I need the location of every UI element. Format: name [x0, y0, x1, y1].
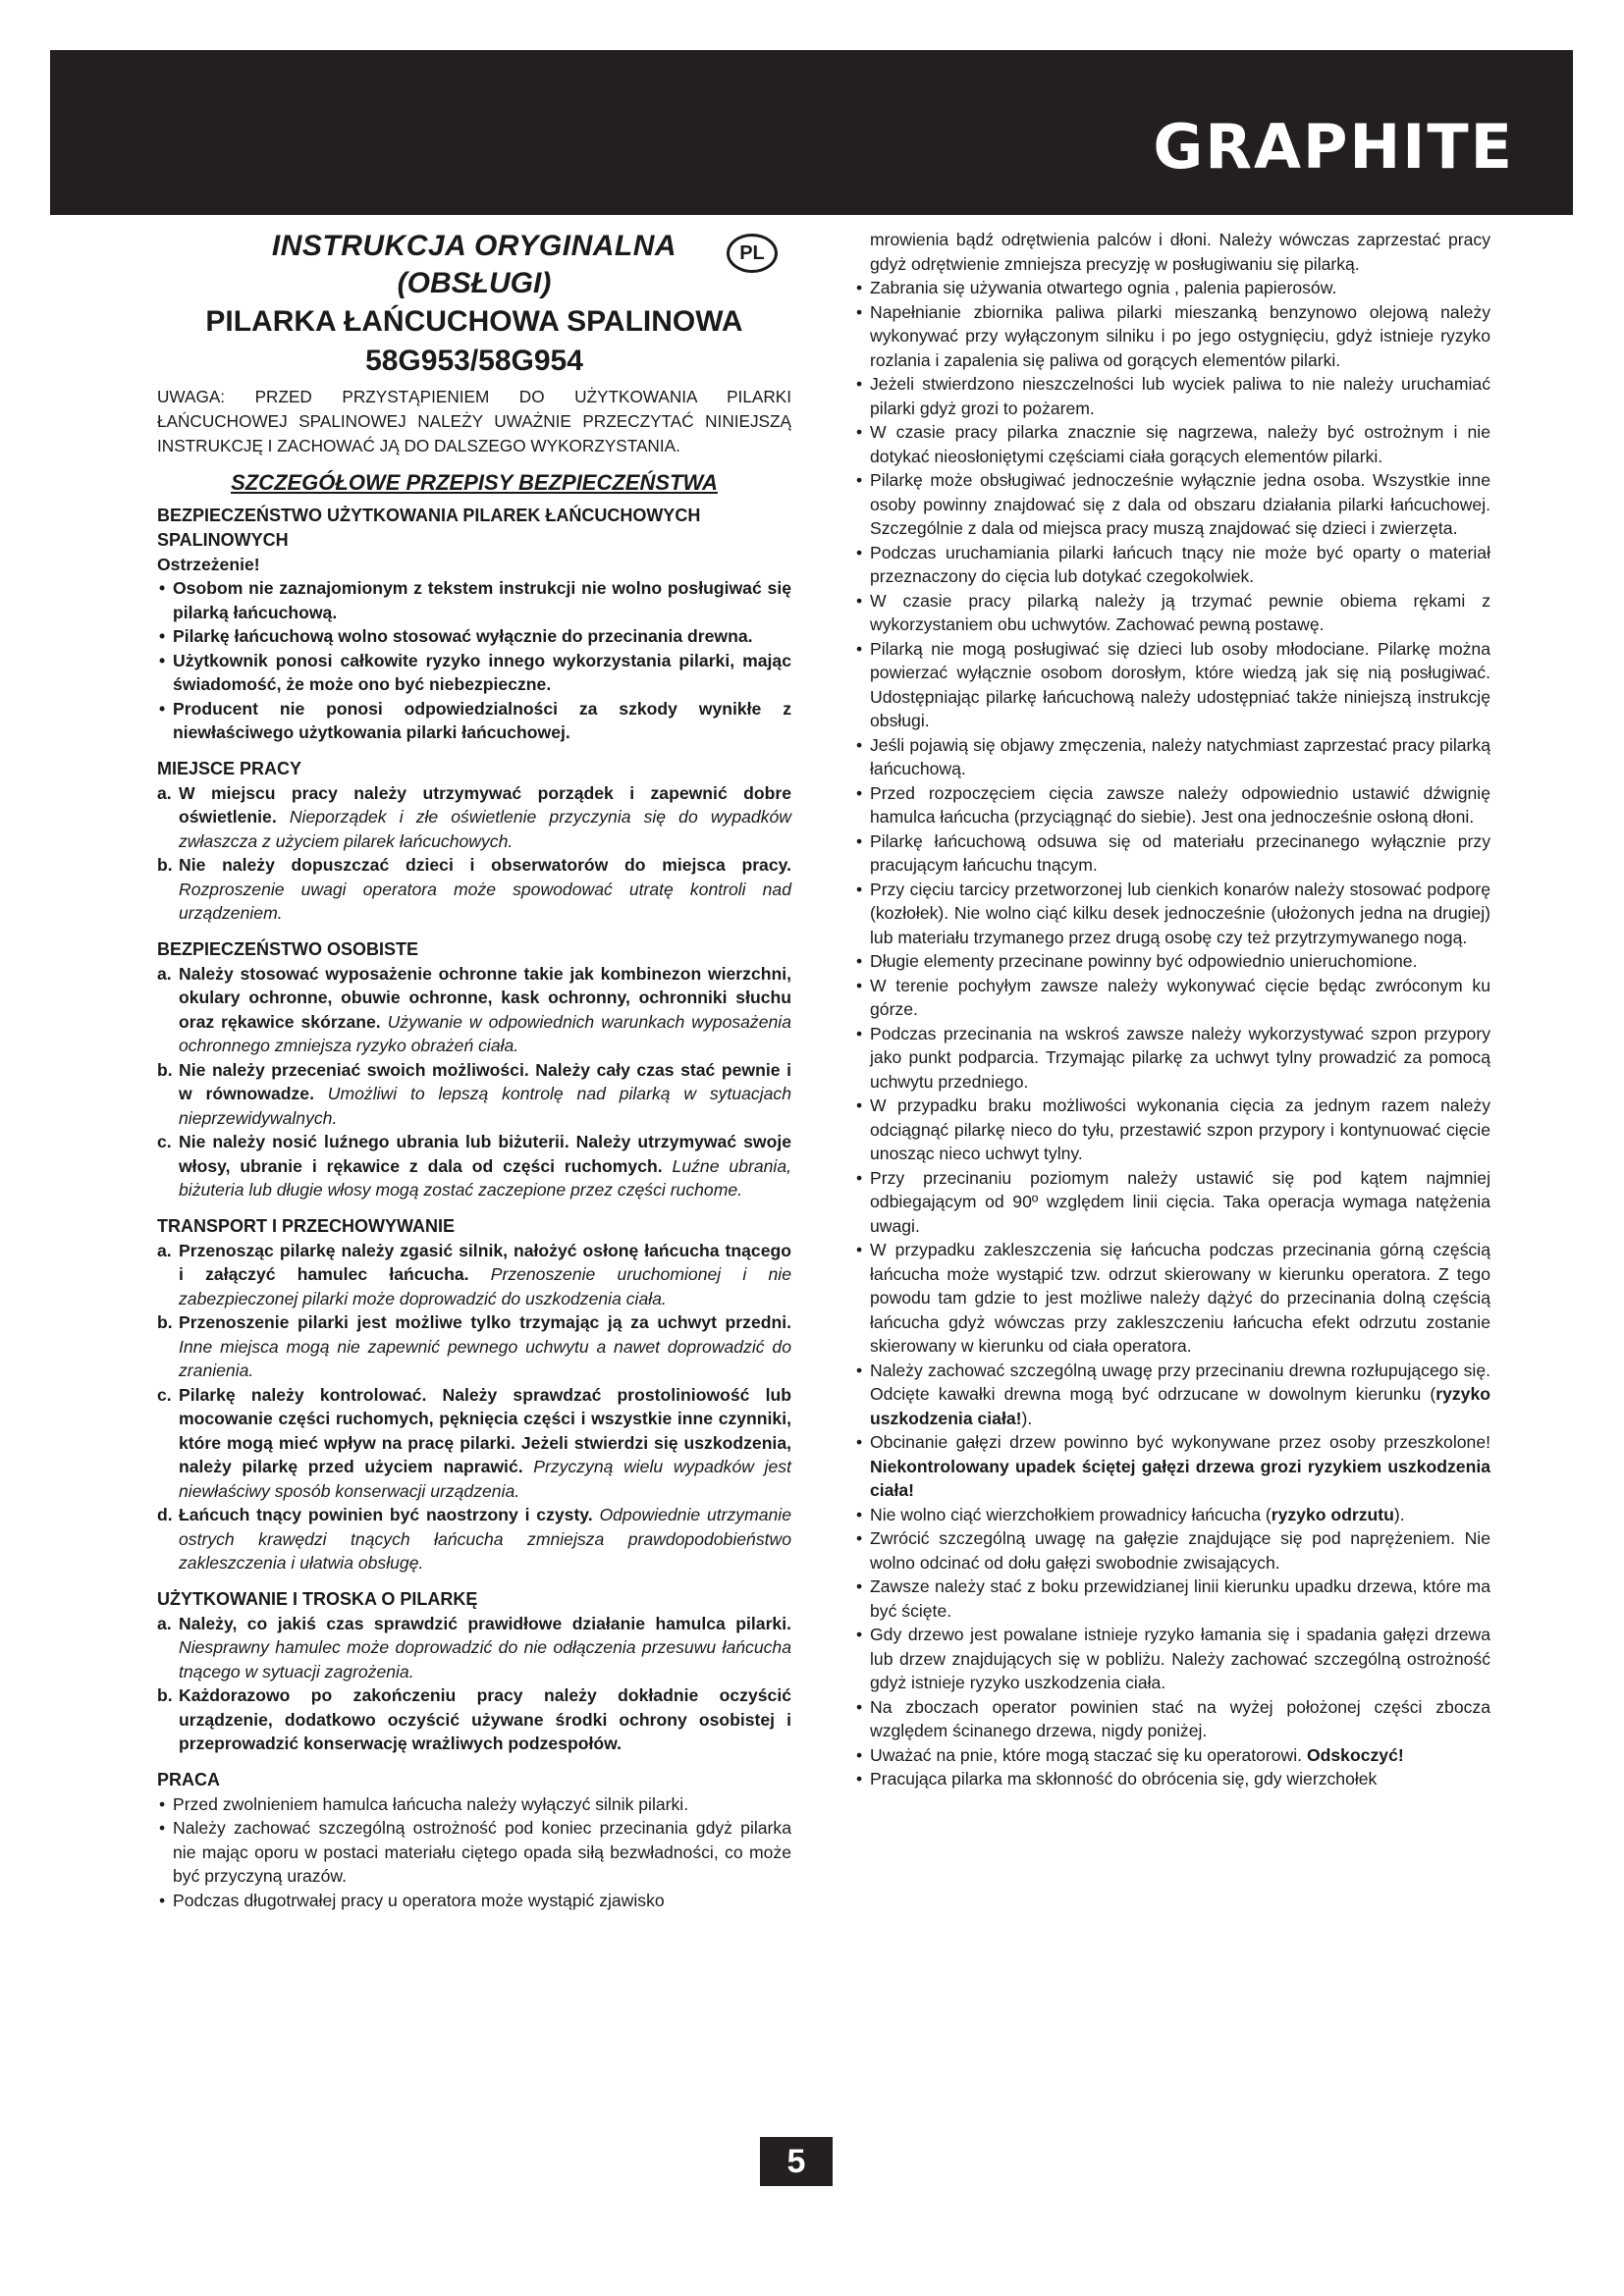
- list-item: • Przed rozpoczęciem cięcia zawsze należy odpowiednio ustawić dźwignię hamulca łańcucha (przyciągnąć do siebie). Jest ona jednocześnie osłoną dłoni.: [854, 781, 1490, 829]
- list-item: • Obcinanie gałęzi drzew powinno być wykonywane przez osoby przeszkolone! Niekontrolowany upadek ściętej gałęzi drzewa grozi ryzykiem uszkodzenia ciała!: [854, 1430, 1490, 1503]
- workplace-list: [157, 781, 791, 926]
- list-item: • Podczas uruchamiania pilarki łańcuch tnący nie może być oparty o materiał przeznaczony do cięcia lub dotykać czegokolwiek.: [854, 541, 1490, 589]
- brand-logo: GRAPHITE: [1153, 111, 1514, 183]
- warning-text: UWAGA: PRZED PRZYSTĄPIENIEM DO UŻYTKOWANIA PILARKI ŁAŃCUCHOWEJ SPALINOWEJ NALEŻY UWAŻNIE PRZECZYTAĆ NINIEJSZĄ INSTRUKCJĘ I ZACHOWAĆ JĄ DO DALSZEGO WYKORZYSTANIA.: [157, 387, 791, 455]
- personal-list: [157, 962, 791, 1202]
- list-item: • Producent nie ponosi odpowiedzialności za szkody wynikłe z niewłaściwego użytkowania pilarki łańcuchowej.: [157, 697, 791, 745]
- title-line-3: PILARKA ŁAŃCUCHOWA SPALINOWA: [205, 305, 743, 338]
- list-item: • W czasie pracy pilarka znacznie się nagrzewa, należy być ostrożnym i nie dotykać nieosłoniętymi częściami ciała gorących elementów pilarki.: [854, 420, 1490, 468]
- list-item: • Uważać na pnie, które mogą staczać się ku operatorowi. Odskoczyć!: [854, 1743, 1490, 1768]
- title-block: [157, 228, 791, 381]
- list-item: • Należy zachować szczególną uwagę przy przecinaniu drewna rozłupującego się. Odcięte kawałki drewna mogą być odrzucane w dowolnym kierunku (ryzyko uszkodzenia ciała!).: [854, 1359, 1490, 1431]
- list-item: • Długie elementy przecinane powinny być odpowiednio unieruchomione.: [854, 949, 1490, 974]
- model-number: 58G953/58G954: [365, 345, 583, 377]
- personal-heading: BEZPIECZEŃSTWO OSOBISTE: [157, 938, 419, 959]
- work-list-left: [157, 1792, 791, 1913]
- list-item: • W przypadku zakleszczenia się łańcucha podczas przecinania górną częścią łańcucha może wystąpić tzw. odrzut skierowany w kierunku operatora. Z tego powodu tam gdzie to jest możliwe należy dążyć do przecinania dolną częścią łańcucha gdyż wówczas przy zakleszczeniu łańcucha efekt odrzutu zostanie skierowany w kierunku od ciała operatora.: [854, 1238, 1490, 1359]
- list-item: • Jeżeli stwierdzono nieszczelności lub wyciek paliwa to nie należy uruchamiać pilarki gdyż grozi to pożarem.: [854, 372, 1490, 420]
- list-item: c. Pilarkę należy kontrolować. Należy sprawdzać prostoliniowość lub mocowanie części ruchomych, pęknięcia części i wszystkie inne czynniki, które mogą mieć wpływ na pracę pilarki. Jeżeli stwierdzi się uszkodzenia, należy pilarkę przed użyciem naprawić. Przyczyną wielu wypadków jest niewłaściwy sposób konserwacji urządzenia.: [157, 1383, 791, 1504]
- work-heading: PRACA: [157, 1769, 221, 1789]
- list-item: • Napełnianie zbiornika paliwa pilarki mieszanką benzynowo olejową należy wykonywać przy wyłączonym silniku i po jego ostygnięciu, gdyż istnieje ryzyko rozlania i zapalenia się paliwa od gorących elementów pilarki.: [854, 300, 1490, 373]
- warning-subheading: Ostrzeżenie!: [157, 555, 260, 574]
- work-list-right: [854, 276, 1490, 1791]
- workplace-heading: MIEJSCE PRACY: [157, 758, 302, 778]
- transport-heading: TRANSPORT I PRZECHOWYWANIE: [157, 1215, 456, 1236]
- list-item: • Podczas przecinania na wskroś zawsze należy wykorzystywać szpon przypory jako punkt podparcia. Trzymając pilarkę za uchwyt tylny prowadzić za pomocą uchwytu przedniego.: [854, 1022, 1490, 1095]
- list-item: • Pilarkę może obsługiwać jednocześnie wyłącznie jedna osoba. Wszystkie inne osoby powinny znajdować się z dala od obszaru działania pilarki łańcuchowej. Szczególnie z dala od miejsca pracy muszą znajdować się dzieci i zwierzęta.: [854, 468, 1490, 541]
- list-item: • Pracująca pilarka ma skłonność do obrócenia się, gdy wierzchołek: [854, 1767, 1490, 1791]
- list-item: b. Przenoszenie pilarki jest możliwe tylko trzymając ją za uchwyt przedni. Inne miejsca mogą nie zapewnić pewnego uchwytu a nawet doprowadzić do zranienia.: [157, 1310, 791, 1383]
- list-item: • Zawsze należy stać z boku przewidzianej linii kierunku upadku drzewa, które ma być ścięte.: [854, 1575, 1490, 1623]
- list-item: • Gdy drzewo jest powalane istnieje ryzyko łamania się i spadania gałęzi drzewa lub drzew znajdujących się w pobliżu. Należy zachować szczególną ostrożność gdyż istnieje ryzyko uszkodzenia ciała.: [854, 1623, 1490, 1695]
- list-item: • Zwrócić szczególną uwagę na gałęzie znajdujące się pod naprężeniem. Nie wolno odcinać od dołu gałęzi swobodnie zwisających.: [854, 1526, 1490, 1575]
- list-item: • Przy przecinaniu poziomym należy ustawić się pod kątem najmniej odbiegającym od 90º względem linii cięcia. Taka operacja wymaga natężenia uwagi.: [854, 1166, 1490, 1239]
- list-item: • Jeśli pojawią się objawy zmęczenia, należy natychmiast zaprzestać pracy pilarką łańcuchową.: [854, 733, 1490, 781]
- list-item: • Pilarkę łańcuchową odsuwa się od materiału przecinanego wyłącznie przy pracującym łańcuchu tnącym.: [854, 829, 1490, 878]
- care-list: [157, 1612, 791, 1756]
- list-item: • Nie wolno ciąć wierzchołkiem prowadnicy łańcucha (ryzyko odrzutu).: [854, 1503, 1490, 1527]
- list-item: • Podczas długotrwałej pracy u operatora może wystąpić zjawisko: [157, 1889, 791, 1913]
- list-item: • W przypadku braku możliwości wykonania cięcia za jednym razem należy odciągnąć pilarkę nieco do tyłu, przestawić szpon przypory i kontynuować cięcie unosząc nieco uchwyt tylny.: [854, 1094, 1490, 1166]
- title-line-1: INSTRUKCJA ORYGINALNA: [271, 230, 677, 262]
- list-item: • Przy cięciu tarcicy przetworzonej lub cienkich konarów należy stosować podporę (kozłołek). Nie wolno ciąć kilku desek jednocześnie (ułożonych jedna na drugiej) lub materiału trzymanego przez drugą osobę czy też przytrzymywanego nogą.: [854, 878, 1490, 950]
- header-bar: [50, 50, 1573, 215]
- list-item: • Pilarkę łańcuchową wolno stosować wyłącznie do przecinania drewna.: [157, 624, 791, 649]
- list-item: • Osobom nie zaznajomionym z tekstem instrukcji nie wolno posługiwać się pilarką łańcuchową.: [157, 576, 791, 624]
- language-badge: PL: [727, 234, 778, 273]
- list-item: a. Przenosząc pilarkę należy zgasić silnik, nałożyć osłonę łańcucha tnącego i załączyć hamulec łańcucha. Przenoszenie uruchomionej i nie zabezpieczonej pilarki może doprowadzić do uszkodzenia ciała.: [157, 1239, 791, 1311]
- continuation-text: mrowienia bądź odrętwienia palców i dłoni. Należy wówczas zaprzestać pracy gdyż odrętwienie zmniejsza precyzję w posługiwaniu się pilarką.: [870, 230, 1490, 274]
- list-item: a. Należy, co jakiś czas sprawdzić prawidłowe działanie hamulca pilarki. Niesprawny hamulec może doprowadzić do nie odłączenia przesuwu łańcucha tnącego w sytuacji zagrożenia.: [157, 1612, 791, 1684]
- list-item: d. Łańcuch tnący powinien być naostrzony i czysty. Odpowiednie utrzymanie ostrych krawędzi tnących łańcucha zmniejsza prawdopodobieństwo zakleszczenia i ułatwia obsługę.: [157, 1503, 791, 1575]
- list-item: • Należy zachować szczególną ostrożność pod koniec przecinania gdyż pilarka nie mając oporu w postaci materiału ciętego opada siłą bezwładności, co może być przyczyną urazów.: [157, 1816, 791, 1889]
- list-item: • Zabrania się używania otwartego ognia , palenia papierosów.: [854, 276, 1490, 300]
- transport-list: [157, 1239, 791, 1575]
- section-title: SZCZEGÓŁOWE PRZEPISY BEZPIECZEŃSTWA: [231, 470, 718, 495]
- list-item: a. Należy stosować wyposażenie ochronne takie jak kombinezon wierzchni, okulary ochronne, obuwie ochronne, kask ochronny, ochronniki słuchu oraz rękawice skórzane. Używanie w odpowiednich warunkach wyposażenia ochronnego zmniejsza ryzyko obrażeń ciała.: [157, 962, 791, 1058]
- list-item: b. Nie należy dopuszczać dzieci i obserwatorów do miejsca pracy. Rozproszenie uwagi operatora może spowodować utratę kontroli nad urządzeniem.: [157, 853, 791, 926]
- list-item: b. Nie należy przeceniać swoich możliwości. Należy cały czas stać pewnie i w równowadze. Umożliwi to lepszą kontrolę nad pilarką w sytuacjach nieprzewidywalnych.: [157, 1058, 791, 1131]
- list-item: • Na zboczach operator powinien stać na wyżej położonej części zbocza względem ścinanego drzewa, nigdy poniżej.: [854, 1695, 1490, 1743]
- list-item: b. Każdorazowo po zakończeniu pracy należy dokładnie oczyścić urządzenie, dodatkowo oczyścić używane środki ochrony osobistej i przeprowadzić konserwację wrażliwych podzespołów.: [157, 1683, 791, 1756]
- title-line-2: (OBSŁUGI): [397, 267, 552, 299]
- list-item: a. W miejscu pracy należy utrzymywać porządek i zapewnić dobre oświetlenie. Nieporządek i złe oświetlenie przyczynia się do wypadków zwłaszcza z użyciem pilarek łańcuchowych.: [157, 781, 791, 854]
- left-column: [157, 228, 791, 1912]
- list-item: • W terenie pochyłym zawsze należy wykonywać cięcie będąc zwróconym ku górze.: [854, 974, 1490, 1022]
- safety-list: [157, 576, 791, 745]
- right-column: [854, 228, 1490, 1791]
- safety-heading: BEZPIECZEŃSTWO UŻYTKOWANIA PILAREK ŁAŃCUCHOWYCH SPALINOWYCH: [157, 506, 701, 550]
- list-item: • Użytkownik ponosi całkowite ryzyko innego wykorzystania pilarki, mając świadomość, że może ono być niebezpieczne.: [157, 649, 791, 697]
- list-item: c. Nie należy nosić luźnego ubrania lub biżuterii. Należy utrzymywać swoje włosy, ubranie i rękawice z dala od części ruchomych. Luźne ubrania, biżuteria lub długie włosy mogą zostać zaczepione przez części ruchome.: [157, 1130, 791, 1202]
- care-heading: UŻYTKOWANIE I TROSKA O PILARKĘ: [157, 1588, 478, 1609]
- list-item: • Pilarką nie mogą posługiwać się dzieci lub osoby młodociane. Pilarkę można powierzać wyłącznie osobom dorosłym, które wiedzą jak się nią posługiwać. Udostępniając pilarkę łańcuchową należy udostępniać także niniejszą instrukcję obsługi.: [854, 637, 1490, 733]
- page-number: 5: [760, 2137, 833, 2186]
- list-item: • W czasie pracy pilarką należy ją trzymać pewnie obiema rękami z wykorzystaniem obu uchwytów. Zachować pewną postawę.: [854, 589, 1490, 637]
- list-item: • Przed zwolnieniem hamulca łańcucha należy wyłączyć silnik pilarki.: [157, 1792, 791, 1817]
